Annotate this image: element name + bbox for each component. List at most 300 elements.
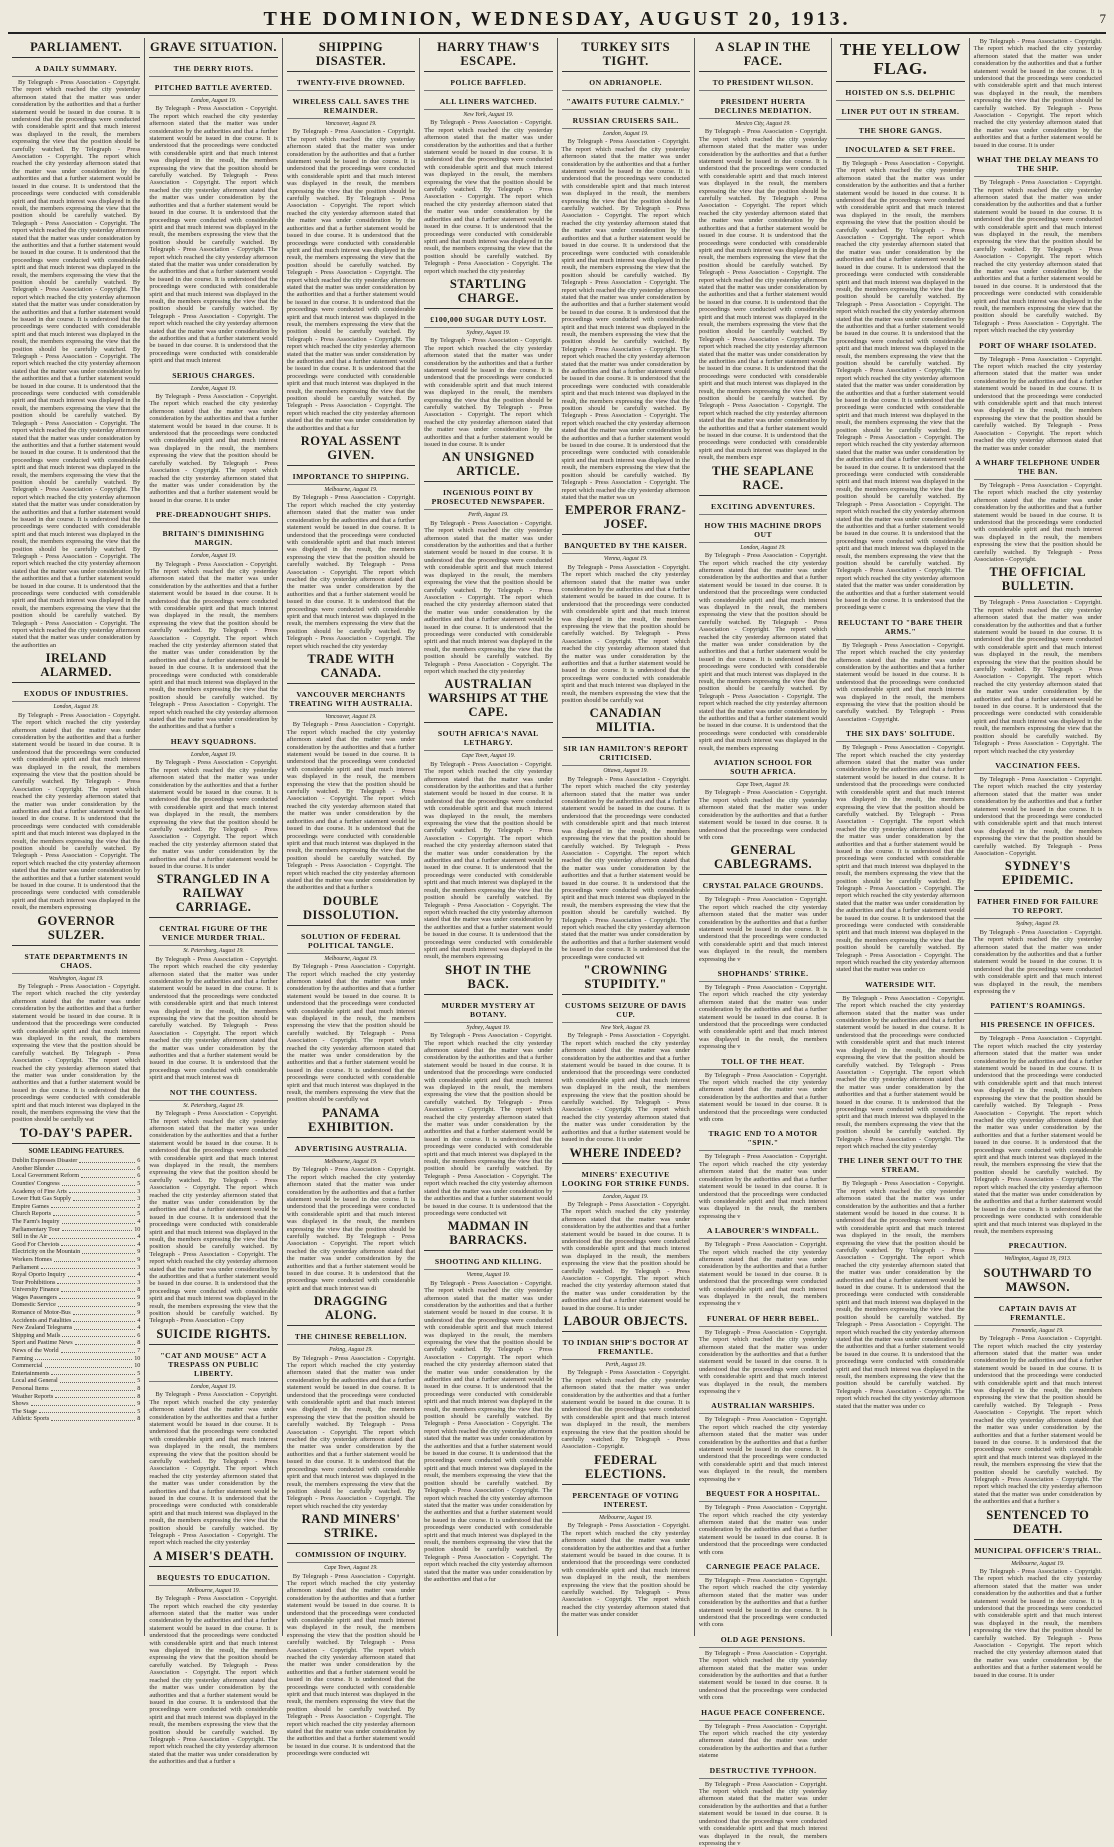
subheading: FUNERAL OF HERR BEBEL. xyxy=(699,1314,827,1327)
contents-title: Counties' Congress xyxy=(12,1179,60,1187)
subheading: A LABOURER'S WINDFALL. xyxy=(699,1226,827,1239)
contents-title: Parliamentary Tour xyxy=(12,1225,60,1233)
article-body: By Telegraph - Press Association - Copyright. The report which reached the city yesterday afternoon stated that the matter was under consideration by the authorities and that a further statement would be issued in due course. It is understood that the proceedings were conducted with considerable spirit and that much interest was displayed in the result, the members expressing the view that the position should be carefully watched. By Telegraph - Press Association - Copyright. The report which reached the city yesterday afternoon stated that the matter was under consideration by the authorities and that a further statement would be issued in due course. It is understood that the proceedings were conducted with considerable spirit and that much interest was displayed in the result, the members expressing the view that the position should be carefully watched. By Telegraph - Press Association - Copyright. The report which reached the city yesterday afternoon stated that the matter was under consideration by the authorities and that a further statement would be issued in due course. It is understood that the proceedings were conducted with considerable spirit and that much interest was displayed in the result, the members expressing the view that the position should be carefully watched. By Telegraph - Press Association - Copyright. The report which reached the city yesterday afternoon stated that the matter was under consideration by the authorities and that a further statement would be issued in due course. It is understood that the proceedings were conducted with considerable spirit and that much interest was displayed in the result, the members expressing the view that the position should be carefully watched. By Telegraph - Press Association - Copyright. The report which reached the city yesterday afternoon stated that the matter was under consideration by the authorities and that a fur xyxy=(424,1279,553,1583)
subheading: CRYSTAL PALACE GROUNDS. xyxy=(699,881,827,894)
article-body: By Telegraph - Press Association - Copyright. The report which reached the city yesterday afternoon stated that the matter was under consideration by the authorities and that a further statement would be issued in due course. It is understood that the proceedings were conducted with considerable spirit and that much interest was displayed in the result, the members expressing the v xyxy=(698,896,828,963)
contents-page: 4 xyxy=(137,1240,141,1248)
contents-page: 5 xyxy=(137,1179,141,1187)
subheading: WHAT THE DELAY MEANS TO THE SHIP. xyxy=(974,155,1102,177)
subheading: IMPORTANCE TO SHIPPING. xyxy=(287,472,415,485)
dateline: Cape Town, August 19. xyxy=(461,753,516,760)
subheading: SIR IAN HAMILTON'S REPORT CRITICISED. xyxy=(562,744,690,766)
article-body: By Telegraph - Press Association - Copyright. The report which reached the city yesterday afternoon stated that the matter was under consideration by the authorities and that a further statement would be issued in due course. It is understood that the proceedings were conducted with considerable spirit and that much interest was displayed in the result, the members expressing the view that the position should be carefully watched. By Telegraph - Press Association - Copyright. xyxy=(973,775,1102,857)
subheading: HAGUE PEACE CONFERENCE. xyxy=(699,1708,827,1721)
subheading: PRE-DREADNOUGHT SHIPS. xyxy=(149,510,277,523)
article-body: By Telegraph - Press Association - Copyright. The report which reached the city yesterday afternoon stated that the matter was under consideration by the authorities and that a further stateme xyxy=(698,1722,828,1760)
contents-title: Parliament xyxy=(12,1263,39,1271)
subheading: HEAVY SQUADRONS. xyxy=(149,737,277,750)
contents-title: Good For Cheviots xyxy=(12,1240,60,1248)
contents-title: Athletic Sports xyxy=(12,1415,50,1423)
subheading: THE LINER SENT OUT TO THE STREAM. xyxy=(836,1156,964,1178)
dot-leader xyxy=(75,1339,136,1345)
contents-row xyxy=(12,1332,140,1340)
contents-page: 2 xyxy=(137,1202,141,1210)
subheading: HIS PRESENCE IN OFFICES. xyxy=(974,1020,1102,1033)
subheading: PRECAUTION. xyxy=(974,1241,1102,1254)
dateline: Ottawa, August 19. xyxy=(603,768,649,775)
subheading: PITCHED BATTLE AVERTED. xyxy=(149,83,277,96)
article-body: By Telegraph - Press Association - Copyright. The report which reached the city yesterday afternoon stated that the matter was under consideration by the authorities and that a further statement would be issued in due course. It is understood that the proceedings were conducted with considerable spirit and that much interest was displayed in the result, the members expressing the view that the position should be carefully watched. By Telegraph - Press Association - Copyright. The report which reached the city yesterday afternoon stated that the matter was under consideration by the authorities and that a further statement would be issued in due course. It is understood that the proceedings were conducted with considerable spirit and that much interest was displayed in the result, the members expressing the view that the position should be carefully watched. By Telegraph - Press Association - Copyright. The report which reached the city yesterday afternoon stated that the matter was under consideration by the authorities and that a further statement would be issued in due course. It is understood that the proceedings were conducted with considerable spirit and that much interest was displayed in the result, the members expressing the view that the position should be carefully watched. By Telegraph - Press Association - Copyright. The report which reached the city yesterday afternoon stated that the matter was under consideration by the authorities and that a further statement would be issued in due course. It is understood that the proceedings were conducted with considerable spirit and that much interest was displayed in the result, the members expressing the view that the position should be carefully watched. By Telegraph - Press Association - Copyright. The report which reached the city yesterday afternoon stated that the matter was under consideration by the authorities and that a fur xyxy=(286,128,416,432)
contents-row xyxy=(12,1324,140,1332)
headline: TRADE WITH CANADA. xyxy=(287,652,415,684)
contents-title: New Zealand Telegrams xyxy=(12,1324,73,1332)
subheading: ALL LINERS WATCHED. xyxy=(424,97,552,110)
contents-title: Tour Prohibitions xyxy=(12,1278,56,1286)
subheading: STATE DEPARTMENTS IN CHAOS. xyxy=(12,952,140,974)
dot-leader xyxy=(79,1157,135,1163)
subheading: AUSTRALIAN WARSHIPS. xyxy=(699,1401,827,1414)
contents-row xyxy=(12,1279,140,1287)
subheading: POLICE BAFFLED. xyxy=(424,78,552,91)
article-body: By Telegraph - Press Association - Copyright. The report which reached the city yesterday afternoon stated that the matter was under consideration by the authorities and that a further statement would be issued in due course. It is understood that the proceedings were conducted with considerable spirit and that much interest was displayed in the result, the members expressing the view that the position should be carefully watched. By Telegraph - Press Association - Copyright. The report which reached the city yesterday afternoon stated that the matter was under consideration by the authorities and that a further statement would be issued in due course. It is under xyxy=(561,1032,690,1144)
subheading: ADVERTISING AUSTRALIA. xyxy=(287,1144,415,1157)
subheading: THE CHINESE REBELLION. xyxy=(287,1332,415,1345)
dateline: Sydney, August 19. xyxy=(466,329,511,336)
dot-leader xyxy=(73,1317,135,1323)
contents-row xyxy=(12,1415,140,1423)
contents-title: Academy of Fine Arts xyxy=(12,1187,67,1195)
contents-title: The Farm's Inquiry xyxy=(12,1217,60,1225)
dateline: St. Petersburg, August 19. xyxy=(183,948,244,955)
contents-title: Weather Reports xyxy=(12,1392,54,1400)
contents-row xyxy=(12,1339,140,1347)
subheading: VACCINATION FEES. xyxy=(974,761,1102,774)
article-body: By Telegraph - Press Association - Copyright. The report which reached the city yesterday afternoon stated that the matter was under consideration by the authorities and that a further statement would be issued in due course. It is understood that the proceedings were conducted with considerable spirit and that much interest was displayed in the result, the members expressing the view that the position should be carefully watched. By Telegraph - Press Association - Copyright. The report which reached the city yesterday afternoon stated that the matter was under consideration by the authorities and that a further statement would be issued in due course. It is understood that the proceedings were conducted with considerable spirit and that much interest was displayed in the result, the members expressing the view that the position should be carefully watched. By Telegraph - Press Association - Copyright. The report which reached the city yesterday afternoon stated that the matter was under consideration by the authorities and that a further statement would be issued in due course. It is understood that the proceedings were conducted with considerable spirit and that much interest was displayed in the result, the members expressing the view that the position should be carefully watched. By Telegraph - Press Association - Copyright. The report which reached the city yesterday afternoon stated that the matter was under consideration by the authorities and that a further statement would be issued in due course. It is understood that the proceedings were conducted with considerable spirit and that much interest was displayed in the result, the members expressing the view that the position should be carefully watched. By Telegraph - Press Association - Copyright. The report which reached the city yesterday afternoon stated that the matter was under consideration by the authorities and that a further statement would be issued in due course. It is understood that the proceedings were conducted with considerable spirit and that much interest was displayed in the result, the members expressing the view that the position should be carefully watched. By Telegraph - Press Association - Copyright. The report which reached the city yesterday afternoon stated that the matter was under consideration by the authorities and that a further statement would be issued in due course. It is understood that the proceedings were conducted with considerable spirit and that much interest was displayed in the result, the members expressing the view that the position should be carefully watched. By Telegraph - Press Association - Copyright. The report which reached the city yesterday afternoon stated that the matter was under consideration by the authorities and that a further statement would be issued in due course. It is understood that the proceedings were conducted with considerable spirit and that much interest was displayed in the result, the members expressing the view that the position should be carefully watched. By Telegraph - Press Association - Copyright. The report which reached the city yesterday afternoon stated that the matter was under consideration by the authorities and that a further statement would be issued in due course. It is understood that the proceedings were conducted with considerable spirit and that much interest was displayed in the result, the members expressing the view that the position should be carefully watched. By Telegraph - Press Association - Copyright. The report which reached the city yesterday afternoon stated that the matter was under consideration by the authorities an xyxy=(12,79,141,649)
article-body: By Telegraph - Press Association - Copyright. The report which reached the city yesterday afternoon stated that the matter was under consideration by the authorities and that a further statement would be issued in due course. It is understood that the proceedings were conducted with considerable spirit and that much interest was displayed in the result, the members expressing the view that the position should be carefully watched. By Telegraph - Press Association - Copyright. The report which reached the city yesterday afternoon stated that the matter was under consideration by the authorities and that a further statement would be issued in due course. It is understood that the proceedings were conducted with considerable spirit and that much interest was displayed in the result, the members expressing the view that the position should be carefully watched. By Telegraph - Press Association - Copyright. The report which reached the city yesterday xyxy=(286,494,416,650)
dateline: London, August 19. xyxy=(190,1383,237,1390)
subheading: OLD AGE PENSIONS. xyxy=(699,1635,827,1648)
contents-title: Local and General xyxy=(12,1377,58,1385)
dateline: Vancouver, August 19. xyxy=(325,714,377,720)
headline: STRANGLED IN A RAILWAY CARRIAGE. xyxy=(149,872,277,918)
subheading: MINERS' EXECUTIVE LOOKING FOR STRIKE FUNDS. xyxy=(562,1170,690,1192)
contents-row xyxy=(12,1172,140,1180)
article-body: By Telegraph - Press Association - Copyright. The report which reached the city yesterday afternoon stated that the matter was under consideration by the authorities and that a further statement would be issued in due course. It is understood that the proceedings were conducted with considerable spirit and that much interest was displayed in the result, the members expressing the view that the position should be carefully watched. By Telegraph - Press Association - Copyright. The report which reached the city yesterday afternoon stated that the matter was under consideration by the authorities and that a further statement would be issued in due course. It is understood that the proceedings were conducted with considerable spirit and that much interest was displayed in the result, the members expressing the view that the position should be carefully watched. By Telegraph - Press Association - Copyright. The report which reached the city yesterday afternoon stated that the matter was under consideration by the authorities and that a further statement would be issued in due course. It is understood that the proceedings were conducted wit xyxy=(286,1572,416,1758)
dot-leader xyxy=(61,1241,135,1247)
subheading: CUSTOMS SEIZURE OF DAVIS CUP. xyxy=(562,1001,690,1023)
article-body: By Telegraph - Press Association - Copyright. The report which reached the city yesterday afternoon stated that the matter was under consideration by the authorities and that a further statement would be issued in due course. It is understood that the proceedings were conducted with considerable spirit and that much interest was displayed in the result, the members expressing the view that the position should be carefully watched. By Telegraph - Press Association - Copyright. The report which reached the city yesterday afternoon stated that the matter was under consideration by the authorities and that a further statement would be issued in due course. It is understood that the proceedings were conducted with considerable spirit and that much interest was displayed in the result, the members expressing the view that the position should be carefully wat xyxy=(561,563,690,705)
contents-page: 9 xyxy=(137,1248,141,1256)
subheading: CARNEGIE PEACE PALACE. xyxy=(699,1562,827,1575)
article-body: By Telegraph - Press Association - Copyright. The report which reached the city yesterday afternoon stated that the matter was under consideration by the authorities and that a further statement would be issued in due course. It is understood that the proceedings were conducted with considerable spirit and that much interest was displayed in the result, the members expressing the view that the position should be carefully watched. By Telegraph - Press Association - Copyright. The report which reached the city yesterday afternoon stated that the matter was under consideration by the authorities and that a further statement would be issued in due course. It is understood that the proceedings were conducted with considerable spirit and that much interest was displayed in the result, the members expressing the view that the position should be carefully wat xyxy=(12,983,141,1124)
contents-page: 5 xyxy=(137,1369,141,1377)
dateline: London, August 19. xyxy=(53,704,99,711)
subheading: WATERSIDE WIT. xyxy=(836,980,964,993)
contents-page: 8 xyxy=(137,1385,141,1392)
subheading: DESTRUCTIVE TYPHOON. xyxy=(699,1766,827,1779)
subheading: BEQUESTS TO EDUCATION. xyxy=(149,1573,277,1586)
contents-page: 8 xyxy=(137,1415,141,1423)
contents-row xyxy=(12,1233,140,1241)
headline: TURKEY SITS TIGHT. xyxy=(562,40,690,72)
contents-row xyxy=(12,1256,140,1264)
subheading: RELUCTANT TO "BARE THEIR ARMS." xyxy=(836,618,964,640)
headline: DRAGGING ALONG. xyxy=(287,1294,415,1326)
subheading: BEQUEST FOR A HOSPITAL. xyxy=(699,1489,827,1502)
dateline: Sydney, August 19. xyxy=(466,1024,511,1031)
dot-leader xyxy=(54,1256,135,1262)
headline: FEDERAL ELECTIONS. xyxy=(562,1453,690,1485)
article-body: By Telegraph - Press Association - Copyright. The report which reached the city yesterday afternoon stated that the matter was under consideration by the authorities and that a further statement would be issued in due course. It is understood that the proceedings were conducted with considerable spirit and that much interest was displayed in the result, the members expressing the v xyxy=(698,1780,828,1847)
contents-row xyxy=(12,1370,140,1378)
dot-leader xyxy=(58,1301,135,1307)
contents-title: Personal Items xyxy=(12,1385,49,1392)
subheading: £100,000 SUGAR DUTY LOST. xyxy=(424,315,552,328)
subheading: SOLUTION OF FEDERAL POLITICAL TANGLE. xyxy=(287,932,415,954)
headline: AN UNSIGNED ARTICLE. xyxy=(424,450,552,482)
contents-title: Romance of Motor-Bus xyxy=(12,1309,71,1317)
headline: A SLAP IN THE FACE. xyxy=(699,40,827,72)
subheading: PERCENTAGE OF VOTING INTEREST. xyxy=(562,1491,690,1513)
headline: HARRY THAW'S ESCAPE. xyxy=(424,40,552,72)
contents-page: 9 xyxy=(137,1301,141,1309)
dateline: Sydney, August 19. xyxy=(1015,921,1060,928)
article-body: By Telegraph - Press Association - Copyright. The report which reached the city yesterday afternoon stated that the matter was under consideration by the authorities and that a further statement would be issued in due course. It is understood that the proceedings were conducted with considerable spirit and that much interest was displayed in the result, the members expressing the view that the position should be carefully watched. By Telegraph - Press Association - Copyright. The report which reached the city yesterday afternoon stated that the matter was under consideration by the authorities and that a further statement would be issued in due course. It is understood that the proceedings were conducted with considerable spirit and that much interest was displayed in the result, the members expressing the view that the position should be carefully watched. By Telegraph - Press Association - Copyright. The report which reached the city yesterday afternoon stated that the matter was under consideration by the authorities and that a further s xyxy=(149,1595,278,1766)
subheading: PORT OF WHARF ISOLATED. xyxy=(974,341,1102,354)
dot-leader xyxy=(68,1271,136,1277)
page-number: 7 xyxy=(1099,11,1106,26)
subheading: SOUTH AFRICA'S NAVAL LETHARGY. xyxy=(424,729,552,751)
contents-title: Shows xyxy=(12,1400,29,1408)
contents-row xyxy=(12,1294,140,1302)
subheading: RUSSIAN CRUISERS SAIL. xyxy=(562,116,690,129)
contents-page: 7 xyxy=(137,1347,141,1355)
dot-leader xyxy=(31,1400,136,1406)
dot-leader xyxy=(51,1415,135,1421)
article-body: By Telegraph - Press Association - Copyright. The report which reached the city yesterday afternoon stated that the matter was under consideration by the authorities and that a further statement would be issued in due course. It is understood that the proceedings were conducted with considerable spirit and that much interest was displayed in the result, the members expressing the view that the position should be carefully watched. By Telegraph - Press Association - Copyright. The report which reached the city yesterday afternoon stated that the matter was under consideration by the authorities and that a further statement would be issued in due course. It is under xyxy=(973,1567,1102,1679)
contents-page: 4 xyxy=(137,1217,141,1225)
article-body: By Telegraph - Press Association - Copyright. The report which reached the city yesterday afternoon stated that the matter was under consideration by the authorities and that a further statement would be issued in due course. It is understood that the proceedings were conducted with considerable spirit and that much interest was displayed in the result, the members expressing the view that the position should be carefully watched. By Telegraph - Press Association - Copyright. The report which reached the city yesterday afternoon stated that the matter was under consideration by the authorities and that a further statement would be issued in due course. It is understood that the proceedings were conducted with considerable spirit and that much interest was displayed in the result, the members expressing the view that the position should be carefully watched. By Telegraph - Press Association - Copyright. The report which reached the city yesterday afternoon stated that the matter was under consideration by the authorities and that a further statement would be issued in due course. It is understood that the proceedings were conducted with considerable spirit and that much interest was displayed in the result, the members expressing xyxy=(12,711,141,912)
dot-leader xyxy=(60,1377,136,1383)
article-body: By Telegraph - Press Association - Copyright. The report which reached the city yesterday afternoon stated that the matter was under consideration by the authorities and that a further statement would be issued in due course. It is understood that the proceedings were conducted with considerable spirit and that much interest was displayed in the result, the members expressing the view that the position should be carefully watched. By Telegraph - Press Association - Copyright. xyxy=(973,481,1102,563)
article-body: By Telegraph - Press Association - Copyright. The report which reached the city yesterday afternoon stated that the matter was under consideration by the authorities and that a further statement would be issued in due course. It is understood that the proceedings were conducted with considerable spirit and that much interest was displayed in the result, the members expressing the view that the position should be carefully watched. By Telegraph - Press Association - Copyright. The report which reached the city yesterday afternoon stated that the matter was under consider xyxy=(973,355,1102,452)
contents-row xyxy=(12,1157,140,1165)
dateline: Melbourne, August 19. xyxy=(187,1587,241,1594)
subheading: LINER PUT OUT IN STREAM. xyxy=(836,107,964,120)
contents-row xyxy=(12,1195,140,1203)
subheading: SHOPHANDS' STRIKE. xyxy=(699,969,827,982)
contents-page: 10 xyxy=(134,1354,141,1362)
contents-row xyxy=(12,1408,140,1416)
dateline: New York, August 19. xyxy=(463,112,514,118)
article-body: By Telegraph - Press Association - Copyright. The report which reached the city yesterday afternoon stated that the matter was under consideration by the authorities and that a further statement would be issued in due course. It is understood that the proceedings were conducted with considerable spirit and that much interest was displayed in the result, the members expressing the view that the position should be carefully watched. By Telegraph - Press Association - Copyright. The report which reached the city yesterday afternoon stated that the matter was under consideration by the authorities and that a further statement would be issued in due course. It is under xyxy=(561,1200,690,1312)
dot-leader xyxy=(55,1393,135,1399)
contents-title: Local Government Reform xyxy=(12,1172,80,1180)
subheading: NOT THE COUNTESS. xyxy=(149,1088,277,1101)
contents-page: 5 xyxy=(137,1407,141,1415)
dot-leader xyxy=(53,1210,135,1216)
article-body: By Telegraph - Press Association - Copyright. The report which reached the city yesterday afternoon stated that the matter was under consideration by the authorities and that a further statement would be issued in due course. It is understood that the proceedings were conducted with considerable spirit and that much interest was displayed in the result, the members expressing the view that the position should be carefully watched. By Telegraph - Press Association - Copyright. The report which reached the city yesterday afternoon stated that the matter was under consideration by the authorities and that a further statement would be issued in due course. It is understood that the proceedings were conducted with considerable spirit and that much interest was displayed in the result, the members expressing the view that the position should be carefully watched. By Telegraph - Press Association - Copyright. The report which reached the city yesterday xyxy=(973,179,1102,335)
dateline: Vienna, August 19. xyxy=(466,1272,511,1279)
headline: "CROWNING STUPIDITY." xyxy=(562,963,690,995)
subheading: TRAGIC END TO A MOTOR "SPIN." xyxy=(699,1129,827,1151)
contents-page: 3 xyxy=(137,1278,141,1286)
dateline: Melbourne, August 19. xyxy=(324,955,378,962)
subheading: PATIENT'S ROAMINGS. xyxy=(974,1001,1102,1014)
dateline: Melbourne, August 19. xyxy=(599,1514,653,1521)
article-body: By Telegraph - Press Association - Copyright. The report which reached the city yesterday afternoon stated that the matter was under consideration by the authorities and that a further statement would be issued in due course. It is understood that the proceedings were conducted with considerable spirit and that much interest was displayed in the result, the members expressing the view that the position should be carefully watched. By Telegraph - Press Association - Copyright. The report which reached the city yesterday afternoon stated that the matter was under consideration by the authorities and that a further statement would be issued in due course. It is understood that the proceedings were conducted with considerable spirit and that much interest was di xyxy=(286,1166,416,1292)
contents-page: 9 xyxy=(137,1255,141,1263)
dot-leader xyxy=(51,1370,135,1376)
contents-page: 10 xyxy=(134,1225,141,1233)
subheading: TWENTY-FIVE DROWNED. xyxy=(287,78,415,91)
subheading: BRITAIN'S DIMINISHING MARGIN. xyxy=(149,529,277,551)
article-body: By Telegraph - Press Association - Copyright. The report which reached the city yesterday afternoon stated that the matter was under consideration by the authorities and that a further statement would be issued in due course. It is understood that the proceedings were conducted with cons xyxy=(698,1576,828,1629)
contents-page: 4 xyxy=(137,1271,141,1279)
column-8 xyxy=(970,38,1106,1679)
subheading: COMMISSION OF INQUIRY. xyxy=(287,1550,415,1563)
contents-page: 3 xyxy=(137,1187,141,1195)
article-body: By Telegraph - Press Association - Copyright. The report which reached the city yesterday afternoon stated that the matter was under consideration by the authorities and that a further statement would be issued in due course. It is understood that the proceedings were conducted with considerable spirit and that much interest was displayed in the result, the members expressing the v xyxy=(698,1328,828,1396)
contents-page: 4 xyxy=(137,1324,141,1332)
dateline: London, August 19. xyxy=(190,553,237,560)
column-2 xyxy=(145,38,282,1766)
headline: STARTLING CHARGE. xyxy=(424,277,552,309)
contents-row xyxy=(12,1188,140,1196)
column-1 xyxy=(8,38,145,1636)
contents-page: 4 xyxy=(137,1233,141,1241)
dot-leader xyxy=(69,1188,135,1194)
dot-leader xyxy=(49,1233,135,1239)
headline: AUSTRALIAN WARSHIPS AT THE CAPE. xyxy=(424,677,552,723)
dot-leader xyxy=(62,1218,136,1224)
article-body: By Telegraph - Press Association - Copyright. The report which reached the city yesterday afternoon stated that the matter was under consideration by the authorities and that a further statement would be issued in due course. It is understood that the proceedings were conducted with considerable spirit and that much interest was displayed in the result, the members expressing the view that the position should be carefully watched. By Telegraph - Press Association - Copyright. The report which reached the city yesterday afternoon stated that the matter was under consideration by the authorities and that a further statement would be issued in due course. It is understood that the proceedings were conducted with considerable spirit and that much interest was displayed in the result, the members expressing the view that the position should be carefully watched. By Telegraph - Press Association - Copyright. The report which reached the city yesterday afternoon stated that the matter was under consideration by the authorities and that a further statement would be issued in due course. It is understood that the proceedings were conducted with considerable spirit and that much interest was displayed in the result, the members expressing the view that the position should be carefully watched. By Telegraph - Press Association - Copyright. The report which reached the city yesterday afternoon stated that the matter was under consideration by the authorities and that a further statement would be issued in due course. It is understood that the proceedings were conducted with considerable spirit and that much interest xyxy=(149,105,278,365)
contents-page: 9 xyxy=(137,1293,141,1301)
subheading: A DAILY SUMMARY. xyxy=(12,64,140,77)
article-body: By Telegraph - Press Association - Copyright. The report which reached the city yesterday afternoon stated that the matter was under consideration by the authorities and that a further statement would be issued in due course. It is understood that the proceedings were conducted with considerable spirit and that much interest was displayed in the result, the members expressing the view that the position should be carefully watched. By Telegraph - Press Association - Copyright. The report which reached the city yesterday afternoon stated that the matter was under consideration by the authorities and that a further statement would be issued in due course. It is understood that the proceedings were conducted with considerable spirit and that much interest was displayed in the result, the members expressing the view that the position should be carefully watched. By Telegraph - Press Association - Copyright. The report which reached the city yesterday afternoon stated that the matter was under consideration by the authorities and that a further statement would be issued in due course. It is understood that the proceedings were conducted wit xyxy=(424,1032,553,1217)
article-body: By Telegraph - Press Association - Copyright. The report which reached the city yesterday afternoon stated that the matter was under consideration by the authorities and that a further statement would be issued in due course. It is understood that the proceedings were conducted with considerable spirit and that much interest was displayed in the result, the members expressing the view that the position should be carefully watched. By Telegraph - Press Association - Copyright. The report which reached the city yesterday afternoon stated that the matter was under consideration by the authorities and that a further statement would be issued in due course. It is understood that the proceedings were conducted with considerable spirit and that much interest was displayed in the result, the members expressing the view that the position should be carefully wat xyxy=(286,963,416,1104)
headline: THE OFFICIAL BULLETIN. xyxy=(974,565,1102,597)
dateline: London, August 19. xyxy=(190,385,237,392)
dot-leader xyxy=(62,1226,132,1232)
dateline: Melbourne, August 19. xyxy=(324,1158,378,1165)
subheading: HOISTED ON S.S. DELPHIC xyxy=(836,88,964,101)
contents-page: 5 xyxy=(137,1377,141,1385)
article-body: By Telegraph - Press Association - Copyright. The report which reached the city yesterday afternoon stated that the matter was under consideration by the authorities and that a further statement would be issued in due course. It is understood that the proceedings were conducted with considerable spirit and that much interest was displayed in the result, the members expressing the view that the position should be carefully watched. By Telegraph - Press Association - Copyright. The report which reached the city yesterday afternoon stated that the matter was under consideration by the authorities and that a further statement would be issued in due course. It is understood that the proceedings were conducted with considerable spirit and that much interest was displayed in the result, the members expressing the view that the position should be carefully watched. By Telegraph - Press Association - Copyright. The report which reached the city yesterday afternoon stated that the matter was under consideration by the authorities and that a further statement would be issued in due course. It is understood that the proceedings were conducted with considerable spirit and that much interest was displayed in the result, the members expressing the view that the position should be carefully watched. By Telegraph - Press Association - Copyright. The report which reached the city yesterday afternoon stated that the matter was under consideration by the authorities and that a further statement would be issued in due course. It is understood that the proceedings were conducted with considerable spirit and that much interest was displayed in the result, the members expressing the view that the position should be carefully watched. By Telegraph - Press Association - Copyright. The report which reached the city yesterday afternoon stated that the matter was under consideration by the authorities and that a further statement would be issued in due course. It is understood that the proceedings were conducted with considerable spirit and that much interest was displayed in the result, the members expressing the view that the position should be carefully watched. By Telegraph - Press Association - Copyright. The report which reached the city yesterday afternoon stated that the matter was un xyxy=(561,138,690,501)
contents-title: Shipping and Mails xyxy=(12,1331,61,1339)
contents-page: 8 xyxy=(137,1286,141,1294)
contents-row xyxy=(12,1271,140,1279)
article-body: By Telegraph - Press Association - Copyright. The report which reached the city yesterday afternoon stated that the matter was under consideration by the authorities and that a further statement would be issued in due course. It is understood that the proceedings were conducted with considerable spirit and that much interest was displayed in the result, the members expressing the v xyxy=(698,983,828,1051)
column-7 xyxy=(832,38,969,1636)
contents-title: Farming xyxy=(12,1354,33,1362)
subheading: THE DERRY RIOTS. xyxy=(149,64,277,77)
article-body: By Telegraph - Press Association - Copyright. The report which reached the city yesterday afternoon stated that the matter was under consideration by the authorities and that a further statement would be issued in due course. It is understood that the proceedings were conducted with considerable spirit and that much interest was displayed in the result, the members expressing the view that the position should be carefully watched. By Telegraph - Press Association - Copyright. The report which reached the city yesterday afternoon stated that the matter was under consideration by the authorities and that a further statement would be issued in due course. It is under xyxy=(973,38,1102,149)
headline: SOUTHWARD TO MAWSON. xyxy=(974,1266,1102,1298)
subheading: CAPTAIN DAVIS AT FREMANTLE. xyxy=(974,1304,1102,1326)
subheading: EXODUS OF INDUSTRIES. xyxy=(12,689,140,702)
contents-row xyxy=(12,1218,140,1226)
contents-row xyxy=(12,1400,140,1408)
article-body: By Telegraph - Press Association - Copyright. The report which reached the city yesterday afternoon stated that the matter was under consideration by the authorities and that a further statement would be issued in due course. It is understood that the proceedings were conducted with cons xyxy=(698,789,828,841)
contents-page: 9 xyxy=(137,1309,141,1317)
subheading: FATHER FINED FOR FAILURE TO REPORT. xyxy=(974,897,1102,919)
contents-title: Commercial xyxy=(12,1362,43,1370)
dateline: Melbourne, August 19. xyxy=(324,487,378,494)
contents-title: Empire Games xyxy=(12,1202,49,1210)
subheading: PRESIDENT HUERTA DECLINES MEDIATION. xyxy=(699,97,827,119)
headline: MADMAN IN BARRACKS. xyxy=(424,1219,552,1251)
dateline: Fremantle, August 19. xyxy=(1012,1327,1064,1334)
columns xyxy=(8,38,1106,1847)
dateline: Cape Town, August 19. xyxy=(324,1565,378,1572)
contents-title: Wages Passengers xyxy=(12,1293,58,1301)
subheading: WIRELESS CALL SAVES THE REMAINDER. xyxy=(287,97,415,119)
headline: RAND MINERS' STRIKE. xyxy=(287,1512,415,1544)
headline: SHIPPING DISASTER. xyxy=(287,40,415,72)
contents-title: Entertainments xyxy=(12,1369,50,1377)
article-body: By Telegraph - Press Association - Copyright. The report which reached the city yesterday afternoon stated that the matter was under consideration by the authorities and that a further statement would be issued in due course. It is understood that the proceedings were conducted with considerable spirit and that much interest was displayed in the result, the members expressing the view that the position should be carefully watched. By Telegraph - Press Association - Copyright. The report which reached the city yesterday afternoon stated that the matter was under consideration by the authorities and that a further statement would be issued in due course. It is understood that the proceedings were conducted with considerable spirit and that much interest was di xyxy=(149,955,278,1082)
dateline: Vienna, August 19. xyxy=(603,556,648,563)
article-body: By Telegraph - Press Association - Copyright. The report which reached the city yesterday afternoon stated that the matter was under consideration by the authorities and that a further statement would be issued in due course. It is understood that the proceedings were conducted with considerable spirit and that much interest was displayed in the result, the members expressing the view that the position should be carefully watched. By Telegraph - Press Association - Copyright. xyxy=(836,641,965,723)
dot-leader xyxy=(39,1408,135,1414)
contents-page: 3 xyxy=(137,1195,141,1203)
subheading: THE SIX DAYS' SOLITUDE. xyxy=(836,729,964,742)
contents-row xyxy=(12,1301,140,1309)
article-body: By Telegraph - Press Association - Copyright. The report which reached the city yesterday afternoon stated that the matter was under consideration by the authorities and that a further statement would be issued in due course. It is understood that the proceedings were conducted with considerable spirit and that much interest was displayed in the result, the members expressing the view that the position should be carefully watched. By Telegraph - Press Association - Copyright. The report which reached the city yesterday afternoon stated that the matter was under consideration by the authorities and that a further statement would be issued in due course. It is understood that the proceedings were conducted with considerable spirit and that much interest was displayed in the result, the members expressing the view that the position should be carefully watched. By Telegraph - Press Association - Copyright. The report which reached the city yesterday xyxy=(286,1354,416,1510)
dateline: St. Petersburg, August 19. xyxy=(183,1102,244,1109)
subheading: INGENIOUS POINT BY PROSECUTED NEWSPAPER. xyxy=(424,488,552,510)
dateline: Cape Town, August 19. xyxy=(736,782,790,789)
article-body: By Telegraph - Press Association - Copyright. The report which reached the city yesterday afternoon stated that the matter was under consideration by the authorities and that a further statement would be issued in due course. It is understood that the proceedings were conducted with considerable spirit and that much interest was displayed in the result, the members expressing the view that the position should be carefully watched. By Telegraph - Press Association - Copyright. The report which reached the city yesterday afternoon stated that the matter was under consideration by the authorities and that a further statement would be issued in due course. It is under xyxy=(424,337,553,449)
subheading: THE SHORE GANGS. xyxy=(836,126,964,139)
article-body: By Telegraph - Press Association - Copyright. The report which reached the city yesterday afternoon stated that the matter was under consideration by the authorities and that a further statement would be issued in due course. It is understood that the proceedings were conducted with considerable spirit and that much interest was displayed in the result, the members expressing the view that the position should be carefully watched. By Telegraph - Press Association - Copyright. The report which reached the city yesterday afternoon stated that the matter was under consideration by the authorities and that a further statement would be issued in due course. It is under xyxy=(149,393,278,504)
headline: PARLIAMENT. xyxy=(12,40,140,58)
column-5 xyxy=(558,38,695,1636)
contents-title: Another Blunder xyxy=(12,1164,54,1172)
subheading: VANCOUVER MERCHANTS TREATING WITH AUSTRALIA. xyxy=(287,690,415,712)
contents-page: 5 xyxy=(137,1210,141,1218)
dot-leader xyxy=(45,1362,133,1368)
article-body: By Telegraph - Press Association - Copyright. The report which reached the city yesterday afternoon stated that the matter was under consideration by the authorities and that a further statement would be issued in due course. It is understood that the proceedings were conducted with considerable spirit and that much interest was displayed in the result, the members expressing the view that the position should be carefully watched. By Telegraph - Press Association - Copyright. The report which reached the city yesterday afternoon stated that the matter was under consider xyxy=(561,1522,690,1619)
contents-title: University Finance xyxy=(12,1286,60,1294)
article-body: By Telegraph - Press Association - Copyright. The report which reached the city yesterday afternoon stated that the matter was under consideration by the authorities and that a further statement would be issued in due course. It is understood that the proceedings were conducted with considerable spirit and that much interest was displayed in the result, the members expressing the view that the position should be carefully watched. By Telegraph - Press Association - Copyright. The report which reached the city yesterday afternoon stated that the matter was under consideration by the authorities and that a further statement would be issued in due course. It is understood that the proceedings were conducted with considerable spirit and that much interest was displayed in the result, the members expressing the view that the position should be carefully watched. By Telegraph - Press Association - Copyright. The report which reached the city yesterday afternoon stated that the matter was under consideration by the authorities and that a further statement would be issued in due course. It is understood that the proceedings were conducted with considerable spirit and that much interest was displayed in the result, the members expressing the view that the position should be carefully watched. By Telegraph - Press Association - Copy xyxy=(149,1110,278,1325)
contents-page: 10 xyxy=(134,1362,141,1370)
headline: CANADIAN MILITIA. xyxy=(562,706,690,738)
article-body: By Telegraph - Press Association - Copyright. The report which reached the city yesterday afternoon stated that the matter was under consideration by the authorities and that a further statement would be issued in due course. It is understood that the proceedings were conducted with considerable spirit and that much interest was displayed in the result, the members expressing the view that the position should be carefully watched. By Telegraph - Press Association - Copyright. The report which reached the city yesterday afternoon stated that the matter was under consideration by the authorities and that a further statement would be issued in due course. It is understood that the proceedings were conducted with considerable spirit and that much interest was displayed in the result, the members expressing the view that the position should be carefully watched. By Telegraph - Press Association - Copyright. The report which reached the city yesterday afternoon stated that the matter was under consideration by the authorities and that a further statement would be issued in due course. It is understood that the proceedings were conducted with considerable spirit and that much interest was displayed in the result, the members expressing xyxy=(424,760,553,961)
headline: LABOUR OBJECTS. xyxy=(562,1314,690,1332)
subheading: "CAT AND MOUSE" ACT A TRESPASS ON PUBLIC LIBERTY. xyxy=(149,1351,277,1382)
dateline: Melbourne, August 19. xyxy=(1011,1560,1065,1567)
contents-page: 6 xyxy=(137,1331,141,1339)
contents-row xyxy=(12,1347,140,1355)
dot-leader xyxy=(62,1332,135,1338)
headline: THE SEAPLANE RACE. xyxy=(699,464,827,496)
subheading: ON ADRIANOPLE. xyxy=(562,78,690,91)
article-body: By Telegraph - Press Association - Copyright. The report which reached the city yesterday afternoon stated that the matter was under consideration by the authorities and that a further statement would be issued in due course. It is understood that the proceedings were conducted with considerable spirit and that much interest was displayed in the result, the members expressing the view that the position should be carefully watched. By Telegraph - Press Association - Copyright. The report which reached the city yesterday afternoon stated that the matter was under consideration by the authorities and that a further statement would be issued in due course. It is understood that the proceedings were conducted with considerable spirit and that much interest was displayed in the result, the members expressing the view that the position should be carefully watched. By Telegraph - Press Association - Copyright. The report which reached the city yesterday afternoon stated that the matter was under consideration by the authorities and that a further statement would be issued in due course. It is understood that the proceedings were conducted with considerable spirit and that much interest was displayed in the result, the members expressing xyxy=(973,1035,1102,1235)
dateline: London, August 19. xyxy=(603,1193,649,1200)
contents-title: Royal Oporto Inquiry xyxy=(12,1271,66,1279)
subheading: HOW THIS MACHINE DROPS OUT xyxy=(699,521,827,543)
subheading: AVIATION SCHOOL FOR SOUTH AFRICA. xyxy=(699,758,827,780)
dot-leader xyxy=(73,1309,136,1315)
dot-leader xyxy=(62,1180,136,1186)
subheading: "AWAITS FUTURE CALMLY." xyxy=(562,97,690,110)
article-body: By Telegraph - Press Association - Copyright. The report which reached the city yesterday afternoon stated that the matter was under consideration by the authorities and that a further statement would be issued in due course. It is understood that the proceedings were conducted with considerable spirit and that much interest was displayed in the result, the members expressing the v xyxy=(973,928,1102,996)
article-body: By Telegraph - Press Association - Copyright. The report which reached the city yesterday afternoon stated that the matter was under consideration by the authorities and that a further statement would be issued in due course. It is understood that the proceedings were conducted with considerable spirit and that much interest was displayed in the result, the members expressing the view that the position should be carefully watched. By Telegraph - Press Association - Copyright. The report which reached the city yesterday afternoon stated that the matter was under consideration by the authorities and that a further statement would be issued in due course. It is understood that the proceedings were conducted with considerable spirit and that much interest was displayed in the result, the members expressing the view that the position should be carefully watched. By Telegraph - Press Association - Copyright. The report which reached the city yesterday afternoon stated that the matter was under consideration by the authorities and that a further statement would be issued in due course. It is understood that the proceedings were conducted with considerable spirit and that much interest was displayed in the result, the members expressing the view that the position should be carefully watched. By Telegraph - Press Association - Copyright. The report which reached the city yesterday afternoon stated that the matter was under consideration by the authorities and that a further statement would be issued in due course. It is understood that the proceedings were conducted with considerable spirit and that much interest was displayed in the result, the members expressing the view that the position should be carefully watched. By Telegraph - Press Association - Copyright. The report which reached the city yesterday afternoon stated that the matter was under consideration by the authorities and that a further statement would be issued in due course. It is understood that the proceedings were conducted with considerable spirit and that much interest was displayed in the result, the members expressing the view that the position should be carefully watched. By Telegraph - Press Association - Copyright. The report which reached the city yesterday afternoon stated that the matter was under consideration by the authorities and that a further statement would be issued in due course. It is understood that the proceedings were conducted with considerable spirit and that much interest was displayed in the result, the members expressing the view that the position should be carefully watched. By Telegraph - Press Association - Copyright. The report which reached the city yesterday afternoon stated that the matter was under consideration by the authorities and that a further statement would be issued in due course. It is understood that the proceedings were c xyxy=(836,160,965,612)
dot-leader xyxy=(61,1347,136,1353)
contents-heading: SOME LEADING FEATURES. xyxy=(28,1146,124,1155)
subheading: SERIOUS CHARGES. xyxy=(149,371,277,384)
dateline: London, August 19. xyxy=(190,751,237,758)
contents-page: 6 xyxy=(137,1157,141,1165)
contents-row xyxy=(12,1362,140,1370)
headline: GENERAL CABLEGRAMS. xyxy=(699,843,827,875)
article-body: By Telegraph - Press Association - Copyright. The report which reached the city yesterday afternoon stated that the matter was under consideration by the authorities and that a further statement would be issued in due course. It is understood that the proceedings were conducted with considerable spirit and that much interest was displayed in the result, the members expressing the view that the position should be carefully watched. By Telegraph - Press Association - Copyright. The report which reached the city yesterday afternoon stated that the matter was under consideration by the authorities and that a further statement would be issued in due course. It is understood that the proceedings were conducted with considerable spirit and that much interest was displayed in the result, the members expressing the view that the position should be carefully watched. By Telegraph - Press Association - Copyright. The report which reached the city yesterday afternoon stated that the matter was under consideration by the authorities and that a further statement would be issued in due course. It is understood that the proceedings were conducted with considerable spirit and that much interest was displayed in the result, the members expressing xyxy=(698,552,828,752)
contents-row xyxy=(12,1180,140,1188)
dot-leader xyxy=(41,1264,135,1270)
dot-leader xyxy=(51,1385,136,1391)
headline: SENTENCED TO DEATH. xyxy=(974,1508,1102,1540)
column-6 xyxy=(695,38,832,1847)
dot-leader xyxy=(51,1203,135,1209)
contents-row xyxy=(12,1165,140,1173)
article-body: By Telegraph - Press Association - Copyright. The report which reached the city yesterday afternoon stated that the matter was under consideration by the authorities and that a further statement would be issued in due course. It is understood that the proceedings were conducted with considerable spirit and that much interest was displayed in the result, the members expressing the view that the position should be carefully watched. By Telegraph - Press Association - Copyright. The report which reached the city yesterday afternoon stated that the matter was under consideration by the authorities and that a further statement would be issued in due course. It is understood that the proceedings were conducted with considerable spirit and that much interest was displayed in the result, the members expressing the view that the position should be carefully watched. By Telegraph - Press Association - Copyright. The report which reached the city yesterday xyxy=(424,519,553,675)
article-body: By Telegraph - Press Association - Copyright. The report which reached the city yesterday afternoon stated that the matter was under consideration by the authorities and that a further statement would be issued in due course. It is understood that the proceedings were conducted with considerable spirit and that much interest was displayed in the result, the members expressing the view that the position should be carefully watched. By Telegraph - Press Association - Copyright. The report which reached the city yesterday afternoon stated that the matter was under consideration by the authorities and that a further statement would be issued in due course. It is understood that the proceedings were conducted with considerable spirit and that much interest was displayed in the result, the members expressing the view that the position should be carefully watched. By Telegraph - Press Association - Copyright. The report which reached the city yesterday xyxy=(149,1391,278,1547)
dot-leader xyxy=(61,1286,135,1292)
contents-page: 8 xyxy=(137,1392,141,1400)
headline: SYDNEY'S EPIDEMIC. xyxy=(974,859,1102,891)
contents-title: Dublin Expresses Disaster xyxy=(12,1157,78,1165)
column-3 xyxy=(283,38,420,1758)
headline: THE YELLOW FLAG. xyxy=(836,40,964,82)
contents-title: Accidents and Fatalities xyxy=(12,1316,72,1324)
subheading: BANQUETED BY THE KAISER. xyxy=(562,541,690,554)
subheading: CENTRAL FIGURE OF THE VENICE MURDER TRIAL. xyxy=(149,924,277,946)
contents-title: Electricity on the Mountain xyxy=(12,1248,81,1256)
dot-leader xyxy=(81,1172,135,1178)
dot-leader xyxy=(57,1279,135,1285)
article-body: By Telegraph - Press Association - Copyright. The report which reached the city yesterday afternoon stated that the matter was under consideration by the authorities and that a further statement would be issued in due course. It is understood that the proceedings were conducted with considerable spirit and that much interest was displayed in the result, the members expressing the v xyxy=(698,1153,828,1220)
dot-leader xyxy=(74,1324,135,1330)
contents-row xyxy=(12,1203,140,1211)
article-body: By Telegraph - Press Association - Copyright. The report which reached the city yesterday afternoon stated that the matter was under consideration by the authorities and that a further statement would be issued in due course. It is understood that the proceedings were conducted with considerable spirit and that much interest was displayed in the result, the members expressing the view that the position should be carefully watched. By Telegraph - Press Association - Copyright. The report which reached the city yesterday afternoon stated that the matter was under consideration by the authorities and that a further statement would be issued in due course. It is understood that the proceedings were conducted with considerable spirit and that much interest was displayed in the result, the members expressing the view that the position should be carefully watched. By Telegraph - Press Association - Copyright. The report which reached the city yesterday afternoon stated that the matter was under consideration by the authorities and that a further statement would be issued in due course. It is understood that the proceedings were conducted wit xyxy=(561,775,690,961)
headline: DOUBLE DISSOLUTION. xyxy=(287,894,415,926)
subheading: MUNICIPAL OFFICER'S TRIAL. xyxy=(974,1546,1102,1559)
dateline: Vancouver, August 19. xyxy=(325,121,377,127)
contents-list xyxy=(12,1148,140,1423)
article-body: By Telegraph - Press Association - Copyright. The report which reached the city yesterday afternoon stated that the matter was under consideration by the authorities and that a further statement would be issued in due course. It is understood that the proceedings were conducted with cons xyxy=(698,1504,828,1556)
contents-page: 6 xyxy=(137,1164,141,1172)
contents-title: Still in the Air xyxy=(12,1233,48,1241)
headline: GRAVE SITUATION. xyxy=(149,40,277,58)
article-body: By Telegraph - Press Association - Copyright. The report which reached the city yesterday afternoon stated that the matter was under consideration by the authorities and that a further statement would be issued in due course. It is understood that the proceedings were conducted with cons xyxy=(698,1649,828,1702)
article-body: By Telegraph - Press Association - Copyright. The report which reached the city yesterday afternoon stated that the matter was under consideration by the authorities and that a further statement would be issued in due course. It is understood that the proceedings were conducted with considerable spirit and that much interest was displayed in the result, the members expressing the view that the position should be carefully watched. By Telegraph - Press Association - Copyright. The report which reached the city yesterday afternoon stated that the matter was under consideration by the authorities and that a further statement would be issued in due course. It is understood that the proceedings were conducted with considerable spirit and that much interest was displayed in the result, the members expressing the view that the position should be carefully watched. By Telegraph - Press Association - Copyright. The report which reached the city yesterday afternoon stated that the matter was under consideration by the authorities and that a further s xyxy=(149,560,278,731)
contents-row xyxy=(12,1210,140,1218)
headline: IRELAND ALARMED. xyxy=(12,651,140,683)
article-body: By Telegraph - Press Association - Copyright. The report which reached the city yesterday afternoon stated that the matter was under consideration by the authorities and that a further statement would be issued in due course. It is understood that the proceedings were conducted with considerable spirit and that much interest was displayed in the result, the members expressing the view that the position should be carefully watched. By Telegraph - Press Association - Copyright. The report which reached the city yesterday afternoon stated that the matter was under consideration by the authorities and that a further statement would be issued in due course. It is understood that the proceedings were conducted with considerable spirit and that much interest was displayed in the result, the members expressing the view that the position should be carefully watched. By Telegraph - Press Association - Copyright. The report which reached the city yesterday xyxy=(836,994,965,1150)
contents-row xyxy=(12,1377,140,1385)
headline: GOVERNOR SULZER. xyxy=(12,914,140,946)
dateline: London, August 19. xyxy=(740,544,786,551)
article-body: By Telegraph - Press Association - Copyright. The report which reached the city yesterday afternoon stated that the matter was under consideration by the authorities and that a further statement would be issued in due course. It is understood that the proceedings were conducted with considerable spirit and that much interest was displayed in the result, the members expressing the v xyxy=(698,1416,828,1483)
headline: TO-DAY'S PAPER. xyxy=(12,1126,140,1144)
subheading: SHOOTING AND KILLING. xyxy=(424,1257,552,1270)
subheading: MURDER MYSTERY AT BOTANY. xyxy=(424,1001,552,1023)
masthead-title: THE DOMINION, WEDNESDAY, AUGUST 20, 1913. xyxy=(263,7,851,30)
contents-row xyxy=(12,1385,140,1393)
contents-row xyxy=(12,1393,140,1401)
